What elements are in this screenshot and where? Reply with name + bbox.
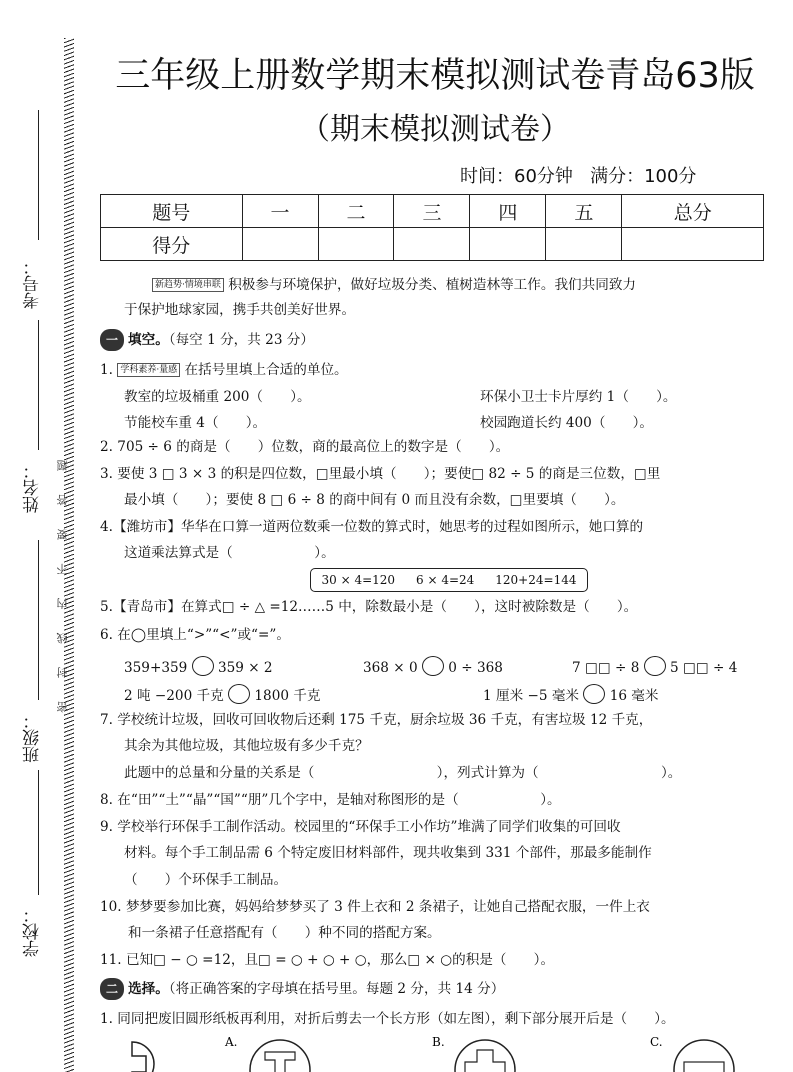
time-info — [460, 162, 696, 188]
score-blank[interactable] — [318, 228, 394, 261]
q6-left: 7 □□ ÷ 8 — [572, 660, 640, 676]
q6-compare-e — [483, 684, 659, 704]
name-rule — [38, 320, 39, 450]
q6-left: 1 厘米 −5 毫米 — [483, 688, 580, 704]
q5-line: 5.【青岛市】在算式□ ÷ △ =12……5 中，除数最小是（ ），这时被除数是（ ）。 — [100, 599, 638, 615]
score-cell: 总分 — [622, 195, 764, 228]
q1-d: 校园跑道长约 400（ ）。 — [480, 415, 653, 431]
score-cell: 题号 — [101, 195, 243, 228]
section-1-heading — [100, 329, 314, 351]
q10-line-2: 和一条裙子任意搭配有（ ）种不同的搭配方案。 — [128, 925, 441, 941]
q4-line-2: 这道乘法算式是（ ）。 — [124, 545, 335, 561]
q3-line-2: 最小填（ ）；要使 8 □ 6 ÷ 8 的商中间有 0 而且没有余数，□里要填（ ）。 — [124, 492, 625, 508]
q4-thinking-box — [310, 568, 588, 592]
q6-compare-a — [124, 656, 273, 676]
q10-line-1: 10. 梦梦要参加比赛，妈妈给梦梦买了 3 件上衣和 2 条裙子，让她自己搭配衣服，一件上衣 — [100, 899, 650, 915]
score-cell: 三 — [394, 195, 470, 228]
q7-line-2: 其余为其他垃圾，其他垃圾有多少千克？ — [124, 738, 369, 754]
option-a-cutout — [265, 1052, 295, 1072]
q7-line-3: 此题中的总量和分量的关系是（ ），列式计算为（ ）。 — [124, 765, 682, 781]
intro-text: 积极参与环境保护，做好垃圾分类、植树造林等工作。我们共同致力 — [228, 277, 637, 293]
compare-circle[interactable] — [422, 656, 444, 676]
score-blank[interactable] — [242, 228, 318, 261]
q9-line-2: 材料。每个手工制品需 6 个特定废旧材料部件，现共收集到 331 个部件，那最多能制作 — [124, 845, 652, 861]
q2-line: 2. 705 ÷ 6 的商是（ ）位数，商的最高位上的数字是（ ）。 — [100, 439, 510, 455]
q4-expr: 6 × 4=24 — [416, 573, 475, 587]
class-label: 班级： — [23, 712, 43, 763]
section-note: （每空 1 分，共 23 分） — [168, 332, 314, 348]
exam-number-rule — [38, 110, 39, 240]
q1-c: 节能校车重 4（ ）。 — [124, 415, 267, 431]
score-blank[interactable] — [622, 228, 764, 261]
class-rule — [38, 540, 39, 700]
q1-b: 环保小卫士卡片厚约 1（ ）。 — [480, 389, 677, 405]
q11-line: 11. 已知□ − ○ =12，且□ = ○ + ○ + ○，那么□ × ○的积是（ ）。 — [100, 952, 555, 968]
q6-left: 368 × 0 — [363, 660, 418, 676]
option-c-label: C. — [650, 1035, 663, 1049]
q9-line-1: 9. 学校举行环保手工制作活动。校园里的“环保手工小作坊”堆满了同学们收集的可回收 — [100, 819, 621, 835]
q6-left: 2 吨 −200 千克 — [124, 688, 224, 704]
section-title: 填空。 — [128, 332, 169, 348]
option-c-figure[interactable] — [674, 1040, 734, 1072]
compare-circle[interactable] — [228, 684, 250, 704]
score-blank[interactable] — [394, 228, 470, 261]
section-2-heading — [100, 978, 504, 1000]
option-a-label: A. — [225, 1035, 238, 1049]
q3-line-1: 3. 要使 3 □ 3 × 3 的积是四位数，□里最小填（ ）；要使□ 82 ÷ 5 的商是三位数，□里 — [100, 466, 661, 482]
score-blank[interactable] — [470, 228, 546, 261]
q6-line: 6. 在◯里填上“>”“<”或“=”。 — [100, 627, 290, 643]
compare-circle[interactable] — [583, 684, 605, 704]
score-cell: 得分 — [101, 228, 243, 261]
score-cell: 二 — [318, 195, 394, 228]
page-subtitle: （期末模拟测试卷） — [300, 112, 570, 147]
option-b-label: B. — [432, 1035, 445, 1049]
section-title: 选择。 — [128, 981, 169, 997]
intro-line-1 — [152, 274, 636, 296]
q6-right: 16 毫米 — [609, 688, 659, 704]
intro-line-2: 于保护地球家园，携手共创美好世界。 — [124, 302, 356, 318]
option-b-cutout — [465, 1050, 505, 1072]
q8-line: 8. 在“田”“土”“晶”“国”“朋”几个字中，是轴对称图形的是（ ）。 — [100, 792, 561, 808]
q1-tag: 学科素养·量感 — [117, 363, 180, 377]
score-value-row — [101, 228, 764, 261]
full-score: 满分：100分 — [590, 166, 697, 187]
section-badge: 一 — [100, 329, 124, 351]
q6-right: 1800 千克 — [254, 688, 321, 704]
score-cell: 一 — [242, 195, 318, 228]
q6-compare-d — [124, 684, 321, 704]
seal-notice: 密 封 线 内 不 要 答 题 — [56, 450, 69, 713]
q4-expr: 30 × 4=120 — [321, 573, 396, 587]
q6-right: 5 □□ ÷ 4 — [670, 660, 738, 676]
intro-tag: 新趋势·情境串联 — [152, 278, 224, 292]
folded-circle-figure — [132, 1042, 154, 1072]
q6-right: 359 × 2 — [217, 660, 273, 676]
score-cell: 四 — [470, 195, 546, 228]
time-limit: 时间：60分钟 — [460, 166, 573, 187]
q9-line-3: （ ）个环保手工制品。 — [124, 872, 288, 888]
binding-strip — [0, 0, 78, 1072]
c1-figures — [100, 1032, 780, 1072]
q6-compare-b — [363, 656, 503, 676]
q6-left: 359+359 — [124, 660, 188, 676]
q1-a: 教室的垃圾桶重 200（ ）。 — [124, 389, 311, 405]
q1-line — [100, 359, 348, 381]
q7-line-1: 7. 学校统计垃圾，回收可回收物后还剩 175 千克，厨余垃圾 36 千克，有害垃圾 12 千克， — [100, 712, 653, 728]
option-a-figure[interactable] — [250, 1040, 310, 1072]
section-badge: 二 — [100, 978, 124, 1000]
score-header-row — [101, 195, 764, 228]
score-cell: 五 — [546, 195, 622, 228]
q1-text: 在括号里填上合适的单位。 — [184, 362, 348, 378]
exam-number-label: 考号： — [23, 258, 43, 309]
name-label: 姓名： — [23, 462, 43, 513]
score-blank[interactable] — [546, 228, 622, 261]
q1-number: 1. — [100, 362, 113, 378]
option-c-cutout — [684, 1062, 724, 1072]
school-label: 学校： — [23, 906, 43, 957]
school-rule — [38, 770, 39, 895]
compare-circle[interactable] — [644, 656, 666, 676]
q4-line-1: 4.【潍坊市】华华在口算一道两位数乘一位数的算式时，她思考的过程如图所示，她口算的 — [100, 519, 644, 535]
q4-expr: 120+24=144 — [495, 573, 577, 587]
option-b-figure[interactable] — [455, 1040, 515, 1072]
section-note: （将正确答案的字母填在括号里。每题 2 分，共 14 分） — [168, 981, 505, 997]
c1-line: 1. 同同把废旧圆形纸板再利用，对折后剪去一个长方形（如左图），剩下部分展开后是（ ）。 — [100, 1011, 675, 1027]
compare-circle[interactable] — [192, 656, 214, 676]
q6-compare-c — [572, 656, 737, 676]
score-table — [100, 194, 764, 261]
page-title: 三年级上册数学期末模拟测试卷青岛63版 — [115, 56, 755, 96]
q6-right: 0 ÷ 368 — [448, 660, 503, 676]
